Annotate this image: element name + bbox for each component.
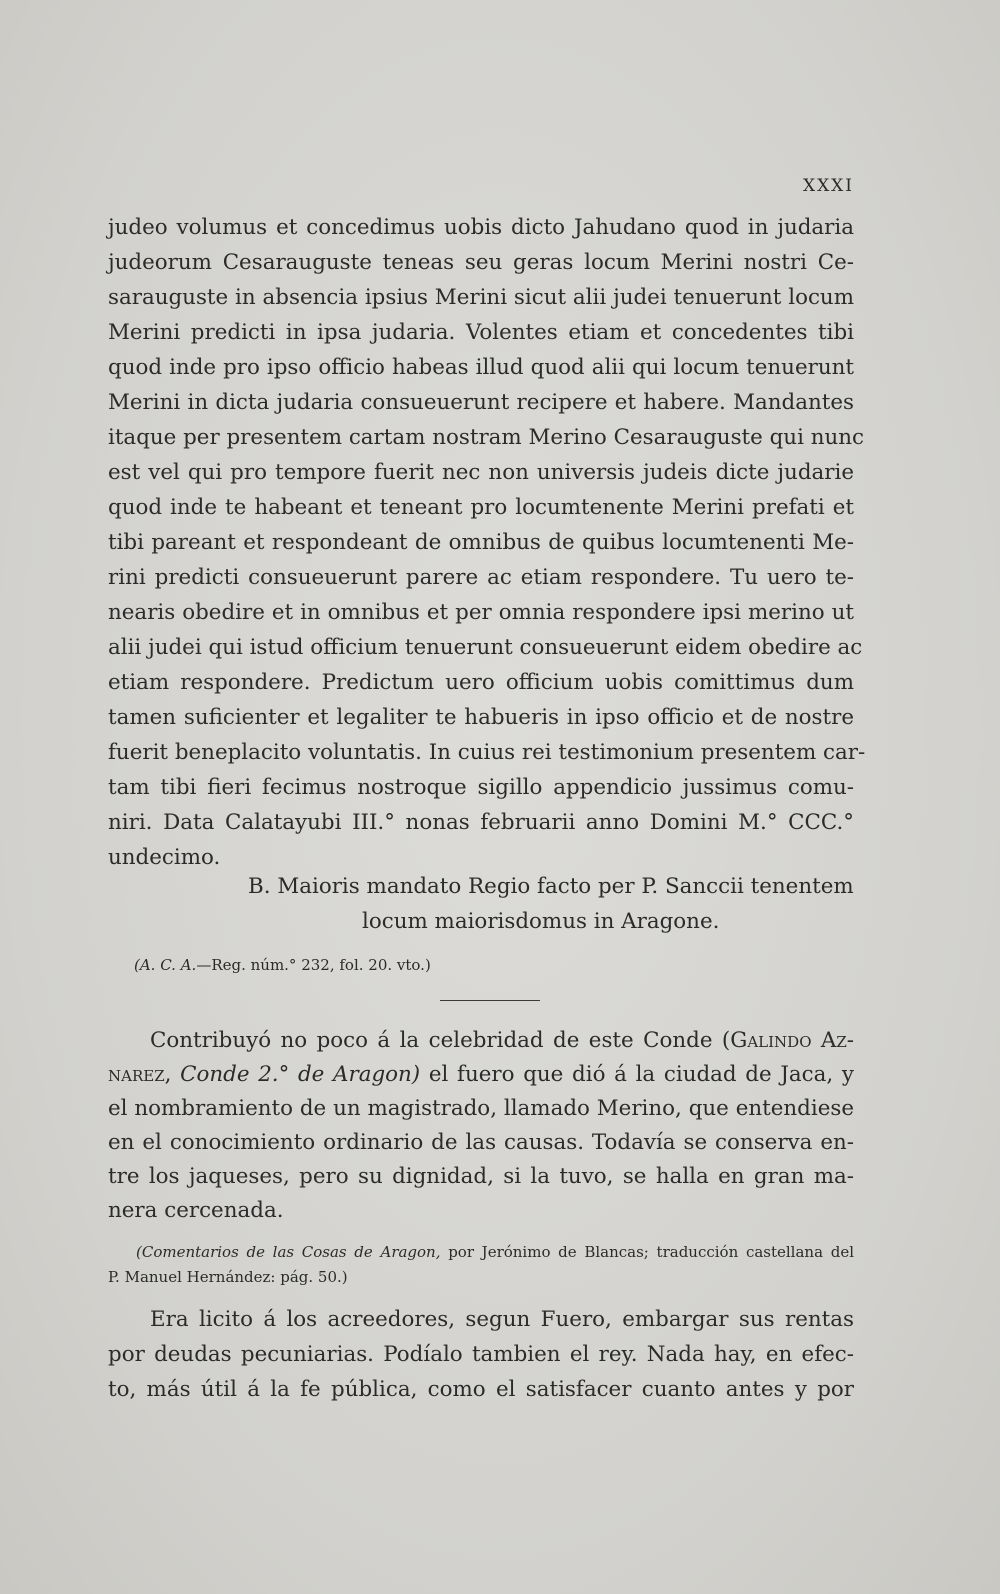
text-line: fuerit beneplacito voluntatis. In cuius rei testimonium presentem car- [108,740,866,765]
text-line: judeorum Cesarauguste teneas seu geras locum Merini nostri Ce- [108,250,854,275]
text-line: etiam respondere. Predictum uero officium uobis comittimus dum [108,670,854,695]
commentary-paragraph [108,1302,854,1407]
source-citation [134,956,431,974]
latin-document-text [108,210,866,875]
text-line: sarauguste in absencia ipsius Merini sicut alii judei tenuerunt locum [108,285,854,310]
work-title: (Comentarios de las Cosas de Aragon, [136,1243,441,1261]
source-citation-register: —Reg. núm.° 232, fol. 20. vto.) [196,956,431,974]
text-run: Contribuyó no poco á la celebridad de este Conde ( [150,1028,731,1053]
source-citation-archive: (A. C. A. [134,956,197,974]
text-line: to, más útil á la fe pública, como el satisfacer cuanto antes y por [108,1377,854,1402]
text-line: tam tibi fieri fecimus nostroque sigillo appendicio jussimus comu- [108,775,854,800]
footnote-line: P. Manuel Hernández: pág. 50.) [108,1268,348,1286]
text-run: el fuero que dió á la ciudad de Jaca, y [420,1062,854,1087]
text-line: alii judei qui istud officium tenuerunt consueuerunt eidem obedire ac [108,635,863,660]
text-line: itaque per presentem cartam nostram Merino Cesarauguste qui nunc [108,425,865,450]
work-title: Conde 2.° de Aragon) [180,1062,421,1087]
author-name: Galindo Az- [730,1028,854,1053]
text-line: nera cercenada. [108,1198,284,1223]
text-line: nearis obedire et in omnibus et per omnia respondere ipsi merino ut [108,600,854,625]
text-line: undecimo. [108,845,221,870]
text-line: Era licito á los acreedores, segun Fuero, embargar sus rentas [150,1307,854,1332]
text-line: est vel qui pro tempore fuerit nec non universis judeis dicte judarie [108,460,854,485]
text-line: niri. Data Calatayubi III.° nonas februarii anno Domini M.° CCC.° [108,810,854,835]
text-line: rini predicti consueuerunt parere ac etiam respondere. Tu uero te- [108,565,854,590]
text-line: por deudas pecuniarias. Podíalo tambien el rey. Nada hay, en efec- [108,1342,854,1367]
text-line [108,1058,854,1092]
footnote-line [108,1240,854,1265]
text-line: quod inde pro ipso officio habeas illud quod alii qui locum tenuerunt [108,355,854,380]
page-number: XXXI [802,176,854,196]
text-line: judeo volumus et concedimus uobis dicto Jahudano quod in judaria [108,215,854,240]
text-line [108,1024,854,1058]
text-run: , [164,1062,181,1087]
text-line: el nombramiento de un magistrado, llamado Merino, que entendiese [108,1096,854,1121]
text-line: tibi pareant et respondeant de omnibus de quibus locumtenenti Me- [108,530,854,555]
text-line: tre los jaqueses, pero su dignidad, si la tuvo, se halla en gran ma- [108,1164,854,1189]
text-line: Merini in dicta judaria consueuerunt recipere et habere. Mandantes [108,390,854,415]
commentary-paragraph [108,1024,854,1228]
signature-line: locum maiorisdomus in Aragone. [362,909,720,934]
text-line: quod inde te habeant et teneant pro locumtenente Merini prefati et [108,495,854,520]
text-run: por Jerónimo de Blancas; traducción castellana del [440,1243,854,1261]
text-line: Merini predicti in ipsa judaria. Volentes etiam et concedentes tibi [108,320,854,345]
signature-line: B. Maioris mandato Regio facto per P. Sanccii tenentem [248,874,854,899]
section-divider [440,1000,540,1001]
footnote [108,1240,854,1290]
text-line: tamen suficienter et legaliter te habueris in ipso officio et de nostre [108,705,854,730]
author-name: narez [108,1062,165,1087]
text-line: en el conocimiento ordinario de las causas. Todavía se conserva en- [108,1130,854,1155]
